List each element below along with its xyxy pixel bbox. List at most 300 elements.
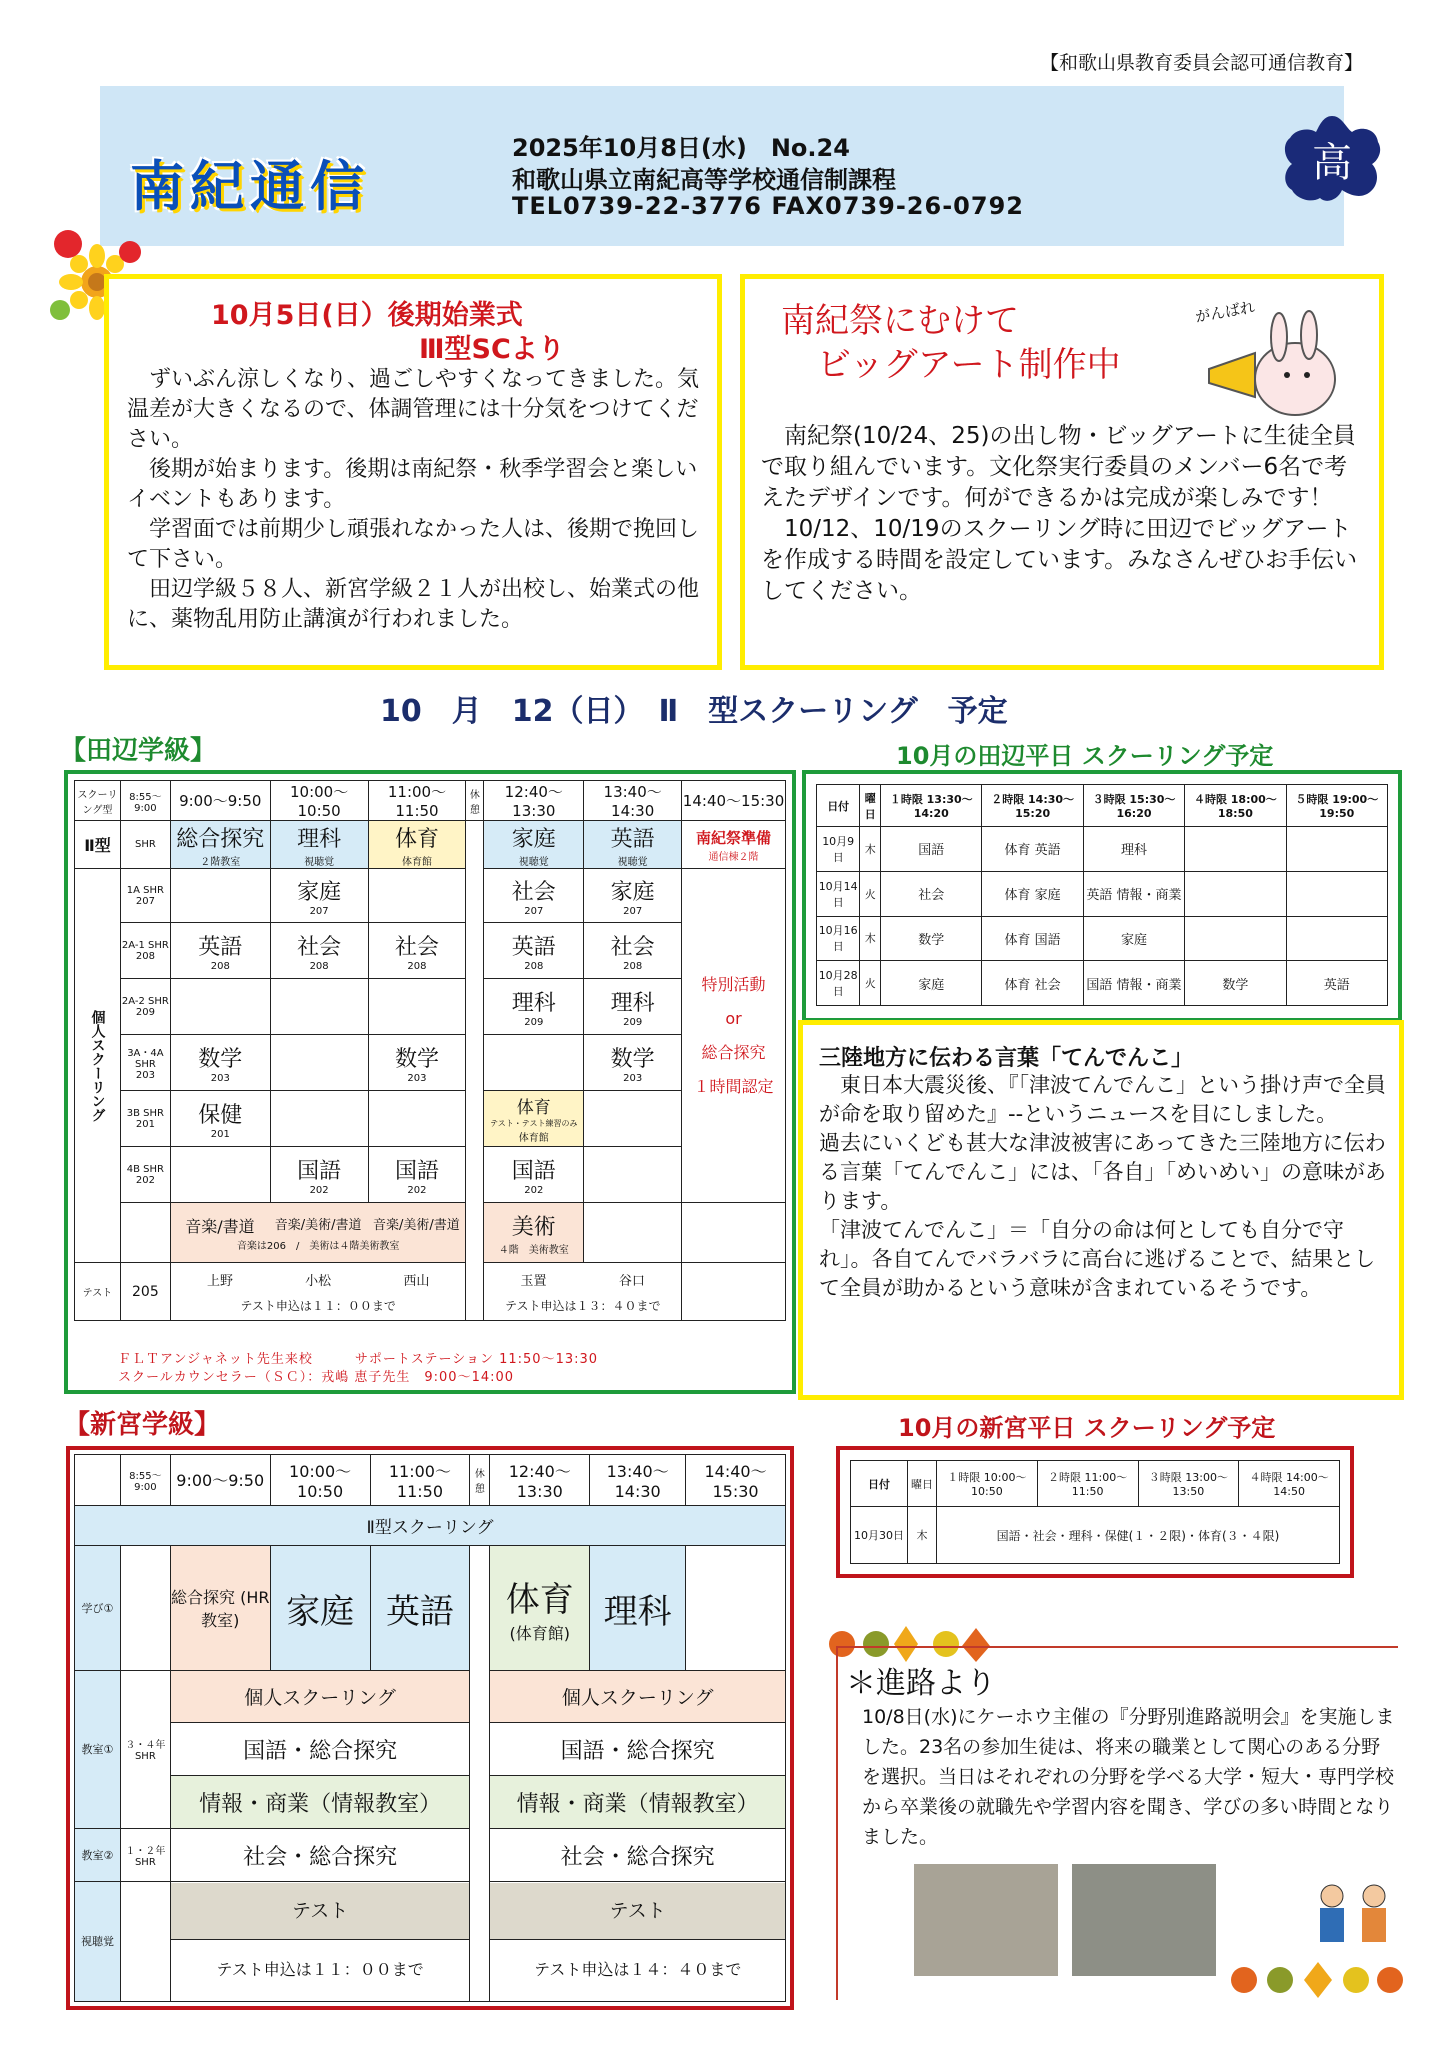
subject-name: 数学: [394, 1046, 439, 1072]
room-name: 203: [210, 1072, 230, 1084]
tendenko-body: [819, 1071, 1387, 1303]
shingu-weekday-frame: [836, 1446, 1354, 1578]
tanabe-weekday-table: [816, 784, 1388, 1006]
subject-cell: [270, 979, 368, 1035]
room-name: 208: [210, 960, 230, 972]
teacher-name: 玉置: [520, 1273, 547, 1289]
shingu-schedule-table: [74, 1454, 786, 2002]
indiv-row: [75, 979, 786, 1035]
subject-cell: 体育 英語: [982, 827, 1083, 872]
subject-cell: [1286, 871, 1387, 916]
bigart-paragraph: 南紀祭(10/24、25)の出し物・ビッグアートに生徒全員で取り組んでいます。文化祭実行委員のメンバー6名で考えたデザインです。何ができるかは完成が楽しみです！: [761, 423, 1356, 511]
shr-cell: [120, 923, 170, 979]
subject-cell: [682, 1203, 786, 1263]
subject-cell: [584, 979, 682, 1035]
subject-cell: 社会・総合探究: [490, 1829, 786, 1882]
shr-room: 201: [135, 1118, 155, 1130]
teacher-name: 上野: [206, 1273, 233, 1289]
period-time: 12:40～13:30: [490, 1455, 590, 1506]
ceremony-paragraph: 後期が始まります。後期は南紀祭・秋季学習会と楽しいイベントもあります。: [127, 457, 698, 512]
tanabe-weekday-row: [817, 871, 1388, 916]
indiv-cell: 個人スクーリング: [490, 1670, 786, 1723]
career-photo-2: [1072, 1864, 1216, 1976]
special-text: or: [725, 1008, 742, 1028]
room-name: 208: [524, 960, 544, 972]
subject-name: 社会: [610, 934, 655, 960]
room-name: 202: [309, 1184, 329, 1196]
subject-cell: [584, 1203, 682, 1263]
subject-cell: [584, 923, 682, 979]
test-deadline: テスト申込は１４：４０まで: [533, 1959, 742, 1979]
header-cell: ２時限 14:30～15:20: [982, 785, 1083, 827]
teacher-name: 谷口: [618, 1273, 645, 1289]
subject-name: 英語: [610, 826, 655, 852]
subject-cell: 理科: [590, 1546, 686, 1670]
art-cell: [170, 1203, 466, 1263]
ceremony-paragraph: 田辺学級５８人、新宮学級２１人が出校し、始業式の他に、薬物乱用防止講演が行われました。: [127, 577, 700, 632]
room-name: 視聴覚: [518, 856, 549, 868]
footer-note: ＦＬＴアンジャネット先生来校 サポートステーション 11:50～13:30: [118, 1352, 599, 1367]
break-column: [466, 821, 484, 1321]
shr-cell: [120, 1546, 170, 1670]
room-name: 207: [309, 905, 329, 917]
shr-cell: １・２年 SHR: [120, 1829, 170, 1882]
room-name: 通信棟２階: [708, 851, 759, 863]
subject-cell: [170, 1035, 270, 1091]
subject-cell: 英語: [370, 1546, 470, 1670]
room-name: 201: [210, 1128, 230, 1140]
teacher-name: 小松: [305, 1273, 332, 1289]
tanabe-weekday-title: 10月の田辺平日 スクーリング予定: [896, 742, 1274, 770]
subject-cell: 国語・総合探究: [170, 1723, 470, 1776]
room-name: 202: [407, 1184, 427, 1196]
shingu-weekday-header: [851, 1461, 1340, 1507]
row-label: 視聴覚: [75, 1881, 121, 2001]
weekday-cell: 木: [860, 916, 881, 961]
room-name: 203: [623, 1072, 643, 1084]
room-name: 体育館: [401, 856, 432, 868]
room-name: 視聴覚: [304, 856, 335, 868]
shr-room: 203: [135, 1070, 155, 1081]
subject-cell: [584, 1091, 682, 1147]
newsletter-logo: 南紀通信: [130, 155, 370, 218]
tendenko-title: 三陸地方に伝わる言葉「てんでんこ」: [819, 1046, 1194, 1071]
shr-cell: [120, 1147, 170, 1203]
test-label: テスト: [490, 1883, 785, 1940]
subject-cell: [484, 1147, 584, 1203]
subject-name: 家庭: [511, 826, 556, 852]
subject-cell: 国語・社会・理科・保健(１・２限)・体育(３・４限): [937, 1507, 1340, 1564]
type2-label: Ⅱ型: [75, 821, 121, 869]
date-cell: 10月14日: [817, 871, 860, 916]
row-label: 学び①: [75, 1546, 121, 1670]
subject-cell: [484, 1035, 584, 1091]
subject-cell: [368, 869, 466, 923]
subject-cell: 情報・商業（情報教室）: [170, 1776, 470, 1829]
subject-cell: [484, 1091, 584, 1147]
teacher-name: 西山: [403, 1273, 430, 1289]
date-cell: 10月30日: [851, 1507, 908, 1564]
contact-info: TEL0739-22-3776 FAX0739-26-0792: [512, 192, 1024, 220]
indiv-row: [75, 1091, 786, 1147]
room-name: 203: [407, 1072, 427, 1084]
header-cell: １時限 13:30～14:20: [881, 785, 982, 827]
subject-cell: 理科: [1083, 827, 1184, 872]
subject-cell: 国語 情報・商業: [1083, 961, 1184, 1006]
room-name: 202: [524, 1184, 544, 1196]
test-teachers: [484, 1270, 681, 1289]
tanabe-weekday-row: [817, 827, 1388, 872]
weekday-cell: 火: [860, 961, 881, 1006]
subject-cell: [484, 979, 584, 1035]
period-time: 9:00～9:50: [170, 781, 270, 821]
ceremony-paragraph: ずいぶん涼しくなり、過ごしやすくなってきました。気温差が大きくなるので、体調管理には十分気をつけてください。: [127, 367, 700, 452]
period-time: 13:40～14:30: [584, 781, 682, 821]
subject-name: 社会: [394, 934, 439, 960]
row-label: 教室①: [75, 1670, 121, 1829]
kokugo-row: [75, 1723, 786, 1776]
test-cell: [490, 1881, 786, 2001]
subject-name: 理科: [610, 990, 655, 1016]
subject-cell: 国語・総合探究: [490, 1723, 786, 1776]
subject-cell: [368, 1147, 466, 1203]
subject-name: 国語: [394, 1158, 439, 1184]
tanabe-schedule-table: [74, 780, 786, 1321]
subject-cell: [1185, 827, 1286, 872]
tanabe-weekday-row: [817, 916, 1388, 961]
header-cell: 日付: [851, 1461, 908, 1507]
room-name: 体育館: [518, 1133, 549, 1144]
room-name: ２階教室: [200, 856, 241, 868]
ceremony-body: [127, 365, 703, 635]
subject-name: 理科: [511, 990, 556, 1016]
shr-room: 208: [135, 950, 155, 962]
room-name: 207: [623, 905, 643, 917]
career-photo-1: [914, 1864, 1058, 1976]
tendenko-paragraph: 東日本大震災後、『「津波てんでんこ」という掛け声で全員が命を取り留めた』--というニュースを目にしました。: [819, 1073, 1386, 1126]
career-text: 10/8日(水)にケーホウ主催の『分野別進路説明会』を実施しました。23名の参加生徒は、将来の職業として関心のある分野を選択。当日はそれぞれの分野を学べる大学・短大・専門学校から卒業後の就職先や学習内容を聞き、学びの多い時間となりました。: [862, 1706, 1395, 1848]
subject-cell: 社会: [881, 871, 982, 916]
test-deadline: テスト申込は１１：００まで: [240, 1298, 396, 1313]
shr-name: 1A SHR: [126, 884, 164, 896]
room-note: ４階 美術教室: [498, 1244, 569, 1256]
ceremony-paragraph: 学習面では前期少し頑張れなかった人は、後期で挽回して下さい。: [127, 517, 700, 572]
tendenko-box: [798, 1020, 1404, 1400]
subject-name: 理科: [297, 826, 342, 852]
school-name: 和歌山県立南紀高等学校通信制課程: [512, 166, 896, 194]
ceremony-box: [104, 274, 722, 670]
subject-cell: [1286, 916, 1387, 961]
subject-cell: 体育 国語: [982, 916, 1083, 961]
shr-cell: ３・４年 SHR: [120, 1670, 170, 1829]
subject-name: 家庭: [297, 879, 342, 905]
room-note: 音楽は206 / 美術は４階美術教室: [236, 1240, 400, 1252]
subject-name: 音楽/書道: [185, 1216, 255, 1236]
header-banner: [100, 86, 1352, 246]
subject-cell: 家庭: [270, 1546, 370, 1670]
shr-cell: [120, 979, 170, 1035]
subject-name: 社会: [511, 879, 556, 905]
subject-name: 家庭: [610, 879, 655, 905]
career-title: ＊進路より: [846, 1666, 996, 1701]
tanabe-weekday-row: [817, 961, 1388, 1006]
test-room: 205: [120, 1263, 170, 1321]
special-text: 特別活動: [701, 974, 766, 994]
room-name: 209: [623, 1016, 643, 1028]
subject-name: 体育: [516, 1098, 551, 1118]
period-time: 11:00～11:50: [368, 781, 466, 821]
subject-cell: 家庭: [1083, 916, 1184, 961]
subject-name: 英語: [198, 934, 243, 960]
test-cell: [170, 1263, 466, 1321]
subject-cell: [368, 821, 466, 869]
ceremony-title: 10月5日(日）後期始業式: [211, 300, 523, 331]
subject-cell: [270, 1035, 368, 1091]
corner-label: スクーリング型: [75, 781, 121, 821]
autumn-leaves-bottom-icon: [1226, 1956, 1406, 2002]
subject-cell: 社会・総合探究: [170, 1829, 470, 1882]
header-cell: 曜日: [908, 1461, 937, 1507]
room-name: 207: [524, 905, 544, 917]
period-time: 9:00～9:50: [170, 1455, 270, 1506]
subject-cell: [170, 1091, 270, 1147]
shr-cell: [120, 1091, 170, 1147]
subject-name: 国語: [297, 1158, 342, 1184]
shingu-weekday-table: [850, 1460, 1340, 1564]
test-cell: [170, 1881, 470, 2001]
room-name: 視聴覚: [617, 856, 648, 868]
type2-banner-row: [75, 1505, 786, 1546]
shr-cell: [120, 1035, 170, 1091]
shr-cell: SHR: [120, 821, 170, 869]
shingu-weekday-title: 10月の新宮平日 スクーリング予定: [898, 1414, 1276, 1442]
subject-cell: 数学: [881, 916, 982, 961]
cheering-rabbit-icon: [1195, 309, 1355, 419]
test-row: [75, 1263, 786, 1321]
kyoshitsu1-row: [75, 1670, 786, 1723]
subject-cell: [368, 1091, 466, 1147]
header-cell: 曜日: [860, 785, 881, 827]
date-cell: 10月9日: [817, 827, 860, 872]
tanabe-weekday-frame: [802, 770, 1402, 1022]
subject-name: 英語: [511, 934, 556, 960]
test-deadline: テスト申込は１１：００まで: [216, 1959, 424, 1979]
subject-name: 体育: [394, 826, 439, 852]
subject-name: 社会: [297, 934, 342, 960]
bigart-title: 南紀祭にむけて: [781, 301, 1019, 341]
subject-name: 美術: [511, 1214, 556, 1240]
indiv-label: 個人スクーリング: [75, 869, 121, 1263]
tanabe-weekday-header: [817, 785, 1388, 827]
period-time: 14:40～15:30: [682, 781, 786, 821]
header-cell: ２時限 11:00～11:50: [1037, 1461, 1138, 1507]
subject-cell: [368, 923, 466, 979]
shr-cell: [120, 1203, 170, 1263]
subject-cell: [170, 923, 270, 979]
test-label: テスト: [171, 1883, 470, 1940]
manabi-row: [75, 1546, 786, 1670]
subject-cell: [584, 869, 682, 923]
schedule-title: 10 月 12（日） Ⅱ 型スクーリング 予定: [380, 694, 1008, 729]
test-teachers: [171, 1270, 466, 1289]
subject-cell: 体育 社会: [982, 961, 1083, 1006]
subject-cell: [682, 1263, 786, 1321]
subject-cell: [584, 821, 682, 869]
tanabe-schedule-frame: [64, 770, 796, 1394]
subject-cell: [584, 1147, 682, 1203]
shr-cell: [120, 1881, 170, 2001]
subject-cell: [170, 979, 270, 1035]
subject-cell: [270, 821, 368, 869]
subject-note: テスト・テスト練習のみ: [490, 1119, 578, 1128]
shichokaku-row: [75, 1881, 786, 2001]
special-text: 総合探究: [701, 1042, 766, 1062]
subject-cell: [1185, 916, 1286, 961]
indiv-row: [75, 1147, 786, 1203]
subject-cell: 総合探究 (HR教室): [170, 1546, 270, 1670]
test-deadline: テスト申込は１３：４０まで: [504, 1298, 661, 1313]
weekday-cell: 木: [860, 827, 881, 872]
date-cell: 10月16日: [817, 916, 860, 961]
bigart-paragraph: 10/12、10/19のスクーリング時に田辺でビッグアートを作成する時間を設定しています。みなさんぜひお手伝いしてください。: [761, 516, 1358, 604]
period-time: 11:00～11:50: [370, 1455, 470, 1506]
sticker-text: がんばれ: [1193, 297, 1257, 327]
subject-name: 南紀祭準備: [696, 828, 772, 847]
subject-cell: 体育 家庭: [982, 871, 1083, 916]
subject-name: 総合探究: [176, 826, 265, 852]
subject-name: 音楽/美術/書道: [274, 1217, 362, 1233]
header-cell: ４時限 18:00～18:50: [1185, 785, 1286, 827]
subject-cell: [170, 821, 270, 869]
subject-cell: [484, 869, 584, 923]
subject-cell: 英語: [1286, 961, 1387, 1006]
shr-name: 2A-2 SHR: [121, 995, 169, 1007]
subject-cell: [1185, 871, 1286, 916]
date-cell: 10月28日: [817, 961, 860, 1006]
subject-cell: [484, 821, 584, 869]
tendenko-paragraph: 過去にいくども甚大な津波被害にあってきた三陸地方に伝わる言葉「てんでんこ」には、「各自」「めいめい」の意味があります。: [819, 1131, 1386, 1213]
break-label: 休憩: [466, 781, 484, 821]
subject-cell: [270, 869, 368, 923]
room-name: 209: [524, 1016, 544, 1028]
test-cell: [484, 1263, 682, 1321]
tendenko-paragraph: 「津波てんでんこ」＝「自分の命は何としても自分で守れ」。各自てんでバラバラに高台に逃げることで、結果として全員が助かるという意味が含まれているそうです。: [819, 1218, 1376, 1300]
shr-cell: [120, 869, 170, 923]
subject-cell: [170, 869, 270, 923]
subject-name: 保健: [198, 1102, 243, 1128]
break-label: 休憩: [470, 1455, 490, 1506]
shr-name: 3A・4A SHR: [127, 1048, 164, 1070]
subject-cell: [270, 923, 368, 979]
indiv-cell: 個人スクーリング: [170, 1670, 470, 1723]
subject-cell: [584, 1035, 682, 1091]
room-name: 208: [309, 960, 329, 972]
header-cell: １時限 10:00～10:50: [937, 1461, 1038, 1507]
issue-date: 2025年10月8日(水) No.24: [512, 134, 850, 162]
period-time: 8:55～9:00: [120, 781, 170, 821]
subject-name: 数学: [610, 1046, 655, 1072]
weekday-cell: 火: [860, 871, 881, 916]
period-time: 13:40～14:30: [590, 1455, 686, 1506]
shr-name: 2A-1 SHR: [121, 939, 169, 951]
weekday-cell: 木: [908, 1507, 937, 1564]
art-subjects: [171, 1214, 466, 1237]
joho-row: [75, 1776, 786, 1829]
break-column: [470, 1546, 490, 2002]
tanabe-period-header: [75, 781, 786, 821]
subject-cell: [490, 1546, 590, 1670]
shr-room: 207: [135, 895, 155, 907]
subject-cell: [170, 1147, 270, 1203]
header-cell: ３時限 13:00～13:50: [1138, 1461, 1239, 1507]
subject-cell: [270, 1091, 368, 1147]
students-illustration-icon: [1310, 1880, 1400, 1960]
subject-cell: [686, 1546, 786, 1670]
art-cell: [484, 1203, 584, 1263]
subject-cell: [368, 979, 466, 1035]
shr-room: 202: [135, 1174, 155, 1186]
subject-cell: [270, 1147, 368, 1203]
header-cell: ３時限 15:30～16:20: [1083, 785, 1184, 827]
ceremony-subtitle: Ⅲ型SCより: [419, 334, 565, 365]
tanabe-label: 【田辺学級】: [60, 736, 217, 766]
subject-cell: 英語 情報・商業: [1083, 871, 1184, 916]
indiv-row: [75, 1035, 786, 1091]
special-activity-cell: [682, 869, 786, 1203]
bigart-body: [761, 421, 1365, 607]
shr-name: 4B SHR: [126, 1163, 164, 1175]
authorization-note: 【和歌山県教育委員会認可通信教育】: [1040, 52, 1364, 74]
shingu-weekday-row: [851, 1507, 1340, 1564]
row-label: 教室②: [75, 1829, 121, 1882]
bigart-box: [740, 274, 1384, 670]
subject-cell: 情報・商業（情報教室）: [490, 1776, 786, 1829]
indiv-row: [75, 869, 786, 923]
subject-cell: 数学: [1185, 961, 1286, 1006]
subject-name: 体育: [505, 1580, 574, 1620]
shingu-label: 【新宮学級】: [64, 1410, 221, 1440]
school-emblem-icon: [1280, 114, 1384, 208]
period-time: 10:00～10:50: [270, 1455, 370, 1506]
subject-cell: [1286, 827, 1387, 872]
room-name: (体育館): [509, 1624, 571, 1643]
period-time: 8:55～9:00: [120, 1455, 170, 1506]
test-label: テスト: [75, 1263, 121, 1321]
header-cell: ４時限 14:00～14:50: [1239, 1461, 1340, 1507]
art-row: [75, 1203, 786, 1263]
shr-name: 3B SHR: [126, 1107, 164, 1119]
header-cell: 日付: [817, 785, 860, 827]
subject-name: 数学: [198, 1046, 243, 1072]
shingu-schedule-frame: [66, 1446, 794, 2010]
footer-note: スクールカウンセラー（ＳＣ）：戎嶋 恵子先生 9:00～14:00: [118, 1370, 515, 1385]
type2-row: [75, 821, 786, 869]
special-text: １時間認定: [693, 1076, 774, 1096]
subject-name: 国語: [511, 1158, 556, 1184]
kyoshitsu2-row: [75, 1829, 786, 1882]
subject-cell: 家庭: [881, 961, 982, 1006]
emblem-char: 高: [1312, 140, 1352, 186]
subject-cell: [682, 821, 786, 869]
shr-room: 209: [135, 1006, 155, 1018]
corner-cell: [75, 1455, 121, 1506]
subject-cell: 国語: [881, 827, 982, 872]
type2-banner: Ⅱ型スクーリング: [75, 1505, 786, 1546]
room-name: 208: [623, 960, 643, 972]
header-cell: ５時限 19:00～19:50: [1286, 785, 1387, 827]
indiv-row: [75, 923, 786, 979]
period-time: 14:40～15:30: [686, 1455, 786, 1506]
